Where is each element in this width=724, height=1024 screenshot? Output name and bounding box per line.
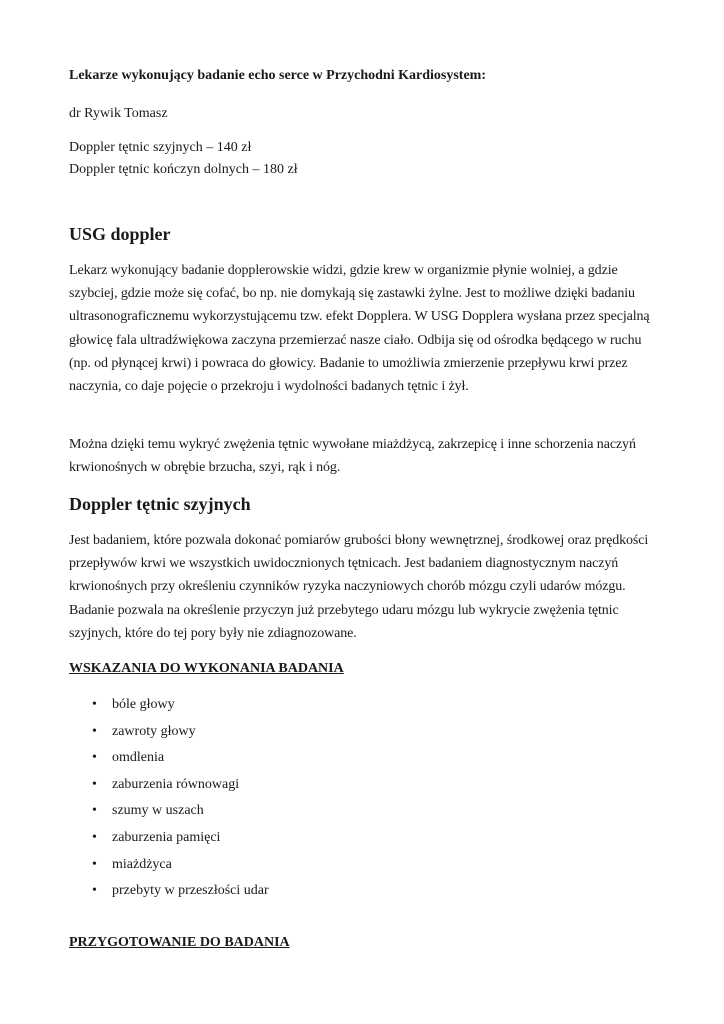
bullet-icon: • <box>92 829 97 845</box>
list-item-text: miażdżyca <box>112 856 172 872</box>
bullet-icon: • <box>92 723 97 739</box>
intro-heading: Lekarze wykonujący badanie echo serce w Przychodni Kardiosystem: <box>69 68 486 83</box>
list-item <box>69 798 269 825</box>
list-item <box>69 852 269 879</box>
list-item <box>69 745 269 772</box>
bullet-icon: • <box>92 803 97 819</box>
usg-paragraph-2: Można dzięki temu wykryć zwężenia tętnic wywołane miażdżycą, zakrzepicę i inne schorzenia naczyń krwionośnych w obrębie brzucha, szyi, rąk i nóg. <box>69 437 636 476</box>
section-title-carotid-doppler: Doppler tętnic szyjnych <box>69 494 251 514</box>
list-item-text: zawroty głowy <box>112 723 196 739</box>
indications-list <box>69 692 269 905</box>
preparation-heading: PRZYGOTOWANIE DO BADANIA <box>69 935 290 950</box>
list-item-text: szumy w uszach <box>112 803 204 819</box>
doctor-name: dr Rywik Tomasz <box>69 106 168 121</box>
bullet-icon: • <box>92 697 97 712</box>
price-item-carotid: Doppler tętnic szyjnych – 140 zł <box>69 140 252 155</box>
bullet-icon: • <box>92 776 97 792</box>
list-item-text: zaburzenia równowagi <box>112 776 240 792</box>
list-item-text: bóle głowy <box>112 697 175 712</box>
bullet-icon: • <box>92 856 97 872</box>
price-item-lower-limbs: Doppler tętnic kończyn dolnych – 180 zł <box>69 162 298 177</box>
list-item <box>69 878 269 905</box>
usg-paragraph-1: Lekarz wykonujący badanie dopplerowskie widzi, gdzie krew w organizmie płynie wolniej, a gdzie szybciej, gdzie może się cofać, bo np. nie domykają się zastawki żylne. Jest to możliwe dzięki badaniu ultrasonograficznemu wykorzystującemu tzw. efekt Dopplera. W USG Dopplera wysłana przez specjalną głowicę fala ultradźwiękowa zaczyna przemierzać nasze ciało. Odbija się od ośrodka będącego w ruchu (np. od płynącej krwi) i powraca do głowicy. Badanie to umożliwia zmierzenie przepływu krwi przez naczynia, co daje pojęcie o przekroju i wydolności badanych tętnic i żył. <box>69 263 650 395</box>
list-item <box>69 825 269 852</box>
list-item-text: przebyty w przeszłości udar <box>112 883 269 899</box>
list-item <box>69 772 269 799</box>
price-list <box>69 137 298 181</box>
bullet-icon: • <box>92 750 97 766</box>
indications-heading: WSKAZANIA DO WYKONANIA BADANIA <box>69 661 344 676</box>
section-title-usg-doppler: USG doppler <box>69 224 171 244</box>
list-item <box>69 692 269 719</box>
list-item-text: omdlenia <box>112 750 165 766</box>
carotid-doppler-paragraph: Jest badaniem, które pozwala dokonać pomiarów grubości błony wewnętrznej, środkowej oraz prędkości przepływów krwi we wszystkich uwidocznionych tętnicach. Jest badaniem diagnostycznym naczyń krwionośnych przy określeniu czynników ryzyka naczyniowych chorób mózgu czyli udarów mózgu. Badanie pozwala na określenie przyczyn już przebytego udaru mózgu lub wykrycie zwężenia tętnic szyjnych, które do tej pory były nie zdiagnozowane. <box>69 533 649 641</box>
list-item <box>69 719 269 746</box>
bullet-icon: • <box>92 883 97 899</box>
list-item-text: zaburzenia pamięci <box>112 829 221 845</box>
